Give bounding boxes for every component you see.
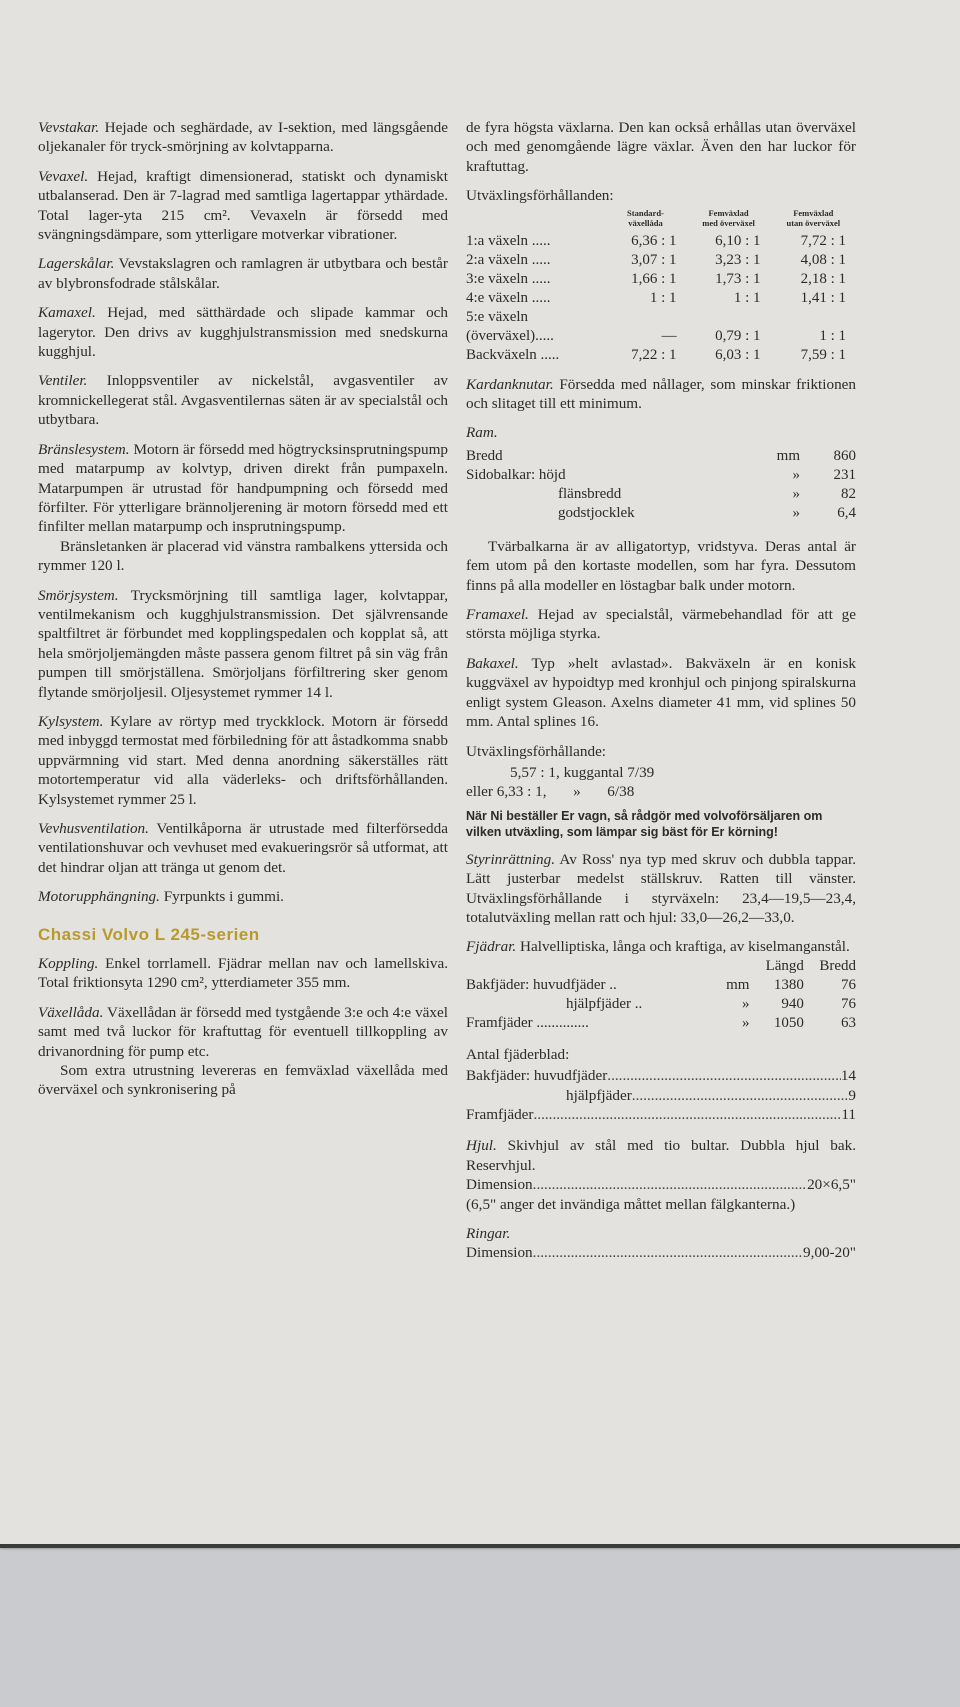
ram-table	[466, 447, 856, 523]
ratio-femvaxlad-utan: 2,18 : 1	[800, 270, 846, 287]
ram-unit: »	[792, 466, 800, 483]
ram-title: Ram.	[466, 424, 498, 442]
section-heading-chassi: Chassi Volvo L 245-serien	[38, 924, 260, 944]
para-branslesystem-2: Bränsletanken är placerad vid vänstra rambalkens yttersida och rymmer 120 l.	[38, 537, 448, 575]
para-tvarbalk: Tvärbalkarna är av alligatortyp, vridstyva. Deras antal är fem utom på den kortaste modellen, som har fyra. Dessutom finns på alla modeller en löstagbar balk under motorn.	[466, 537, 856, 594]
para-text: Fyrpunkts i gummi.	[163, 888, 284, 906]
table-header-bredd: Bredd	[819, 957, 856, 974]
ratio-standard: 7,22 : 1	[631, 346, 677, 363]
fjader-label: Framfjäder ..............	[466, 1014, 589, 1031]
antal-label: Framfjäder	[466, 1105, 534, 1123]
gear-label: 4:e växeln .....	[466, 289, 551, 306]
table-row	[466, 504, 856, 523]
fjader-bredd: 76	[841, 976, 856, 993]
keyword: Kardanknutar.	[466, 375, 554, 393]
ram-value: 6,4	[837, 504, 856, 521]
ratio-standard: —	[661, 327, 677, 344]
leader-dots	[632, 1086, 849, 1105]
ram-label: godstjocklek	[558, 504, 635, 521]
para-text: Ventilkåporna är utrustade med filterförsedda ventilationshuvar och vevhuset med evakueringsrör så utformat, att det hindrar oljan att tränga ut genom det.	[38, 820, 448, 876]
table-header-empty	[716, 957, 749, 976]
table-row	[466, 346, 856, 365]
ratio-femvaxlad-med: 1 : 1	[733, 289, 761, 306]
gear-label: 5:e växeln	[466, 308, 529, 325]
fjader-unit: »	[741, 1014, 750, 1031]
utv-line-2: eller 6,33 : 1, » 6/38	[466, 783, 635, 801]
ram-label: Bredd	[466, 447, 503, 464]
dimension-value: 20×6,5"	[807, 1176, 856, 1194]
ratio-femvaxlad-med: 3,23 : 1	[715, 251, 761, 268]
table-header-empty	[466, 957, 716, 976]
para-smorjsystem	[38, 586, 448, 702]
utv-title: Utväxlingsförhållande:	[466, 742, 607, 760]
ram-value: 860	[833, 447, 856, 464]
keyword: Bakaxel.	[466, 654, 519, 672]
table-row	[466, 447, 856, 466]
ratio-femvaxlad-med: 0,79 : 1	[715, 327, 761, 344]
table-row	[466, 232, 856, 251]
antal-label: hjälpfjäder	[566, 1086, 632, 1104]
right-column	[466, 118, 856, 1263]
antal-value: 11	[841, 1105, 856, 1123]
table-header-row	[466, 208, 856, 232]
ratio-femvaxlad-med: 6,10 : 1	[715, 232, 761, 249]
fjader-bredd: 63	[841, 1014, 856, 1031]
list-item	[466, 1066, 856, 1085]
table-row	[466, 289, 856, 308]
keyword: Framaxel.	[466, 606, 529, 624]
para-branslesystem	[38, 440, 448, 537]
ram-label: flänsbredd	[558, 485, 622, 502]
utv-line-1: 5,57 : 1, kuggantal 7/39	[510, 763, 655, 781]
dimension-value: 9,00-20"	[802, 1244, 856, 1262]
left-column	[38, 118, 448, 1110]
antal-value: 14	[840, 1067, 856, 1085]
table-row	[466, 251, 856, 270]
para-text: Hejad, med sätthärdade och slipade kammar och lagerytor. Den drivs av kugghjulstransmission med snedskurna kugghjul.	[38, 304, 449, 361]
para-styrinrattning	[466, 850, 856, 928]
ram-value: 82	[841, 485, 856, 502]
para-text: Halvelliptiska, långa och kraftiga, av kiselmanganstål.	[520, 938, 850, 956]
fjader-table	[466, 957, 856, 1033]
table-header-langd: Längd	[765, 957, 804, 974]
ram-unit: »	[792, 504, 800, 521]
para-text: Försedda med nållager, som minskar friktionen och slitaget till ett minimum.	[466, 375, 856, 413]
fjader-bredd: 76	[841, 995, 856, 1012]
keyword: Växellåda.	[38, 1003, 104, 1021]
leader-dots	[533, 1105, 841, 1124]
ram-value: 231	[833, 466, 856, 483]
keyword: Hjul.	[466, 1137, 497, 1155]
para-text: Kylare av rörtyp med tryckklock. Motorn är försedd med inbyggd termostat med förbiledning för att åstadkomma snabb uppvärmning vid start. Med denna anordning säkerställes rätt motortemperatur vid alla väderleks- och driftsförhållanden. Kylsystemet rymmer 25 l.	[38, 712, 449, 808]
list-item	[466, 1086, 856, 1105]
leader-dots	[533, 1243, 803, 1262]
para-text: Vevstakslagren och ramlagren är utbytbara och består av blybronsfodrade stålskålar.	[38, 255, 448, 292]
para-ventiler	[38, 371, 448, 429]
keyword: Kylsystem.	[38, 712, 104, 730]
hjul-dimension-row	[466, 1175, 856, 1194]
table-row	[466, 995, 856, 1014]
fjader-label: Bakfjäder: huvudfjäder ..	[466, 976, 617, 993]
ratio-standard: 6,36 : 1	[631, 232, 677, 249]
para-text: Inloppsventiler av nickelstål, avgasventiler av kromnickellegerat stål. Avgasventilernas säten är av specialstål och utbytbara.	[38, 372, 448, 429]
para-hjul	[466, 1136, 856, 1175]
gear-label: 1:a växeln .....	[466, 232, 551, 249]
ratio-femvaxlad-utan: 4,08 : 1	[800, 251, 846, 268]
fjader-langd: 1050	[773, 1014, 804, 1031]
keyword: Vevhusventilation.	[38, 820, 149, 837]
keyword: Kamaxel.	[38, 304, 96, 322]
fjader-langd: 1380	[773, 976, 804, 993]
page-bottom-edge	[0, 1544, 960, 1548]
para-text: Typ »helt avlastad». Bakväxeln är en konisk kuggväxel av hypoidtyp med kronhjul och pinjong spiralskurna enligt system Gleason. Axelns diameter 41 mm, vid splines 50 mm. Antal splines 16.	[466, 654, 856, 731]
para-fjadrar	[466, 937, 856, 956]
para-kylsystem	[38, 712, 448, 809]
ram-label: Sidobalkar: höjd	[466, 466, 566, 483]
fjader-langd: 940	[781, 995, 804, 1012]
para-vaxellada-2: Som extra utrustning levereras en femväxlad växellåda med överväxel och synkronisering på	[38, 1062, 448, 1099]
hjul-note: (6,5" anger det invändiga måttet mellan fälgkanterna.)	[466, 1195, 796, 1213]
keyword: Fjädrar.	[466, 938, 517, 956]
ram-unit: »	[792, 485, 800, 502]
ratio-standard: 1 : 1	[649, 289, 677, 306]
antal-title: Antal fjäderblad:	[466, 1045, 570, 1063]
para-text: Hejade och seghärdade, av I-sektion, med längsgående oljekanaler för tryck-smörjning av kolvtapparna.	[38, 119, 448, 156]
ratio-standard: 3,07 : 1	[631, 251, 677, 268]
para-text: Hejad, kraftigt dimensionerad, statiskt och dynamiskt utbalanserad. Den är 7-lagrad med samtliga lagertappar ythärdade. Total lager-yta 215 cm². Vevaxeln är försedd med svängningsdämpare, som ytterligare motverkar vibrationer.	[38, 167, 448, 244]
ratio-standard	[604, 308, 686, 327]
ratio-femvaxlad-med	[687, 308, 771, 327]
keyword: Koppling.	[38, 955, 99, 973]
keyword: Vevaxel.	[38, 167, 89, 185]
ratio-title: Utväxlingsförhållanden:	[466, 187, 614, 205]
para-bakaxel	[466, 654, 856, 732]
para-framaxel	[466, 605, 856, 644]
para-text: Enkel torrlamell. Fjädrar mellan nav och lamellskiva. Total friktionsyta 1290 cm², ytterdiameter 355 mm.	[38, 955, 448, 992]
para-motorupphangning	[38, 887, 448, 906]
para-text: Skivhjul av stål med tio bultar. Dubbla hjul bak. Reservhjul.	[466, 1137, 856, 1174]
gear-label: 3:e växeln .....	[466, 270, 551, 287]
para-text: Av Ross' nya typ med skruv och dubbla tappar. Lätt justerbar medelst ställskruv. Ratten till vänster. Utväxlingsförhållande i styrväxeln: 23,4—19,5—23,4, totalutväxling mellan ratt och hjul: 33,0—26,2—33,0.	[466, 850, 856, 926]
leader-dots	[607, 1066, 841, 1085]
fjader-unit: mm	[726, 976, 750, 993]
table-row	[466, 1014, 856, 1033]
keyword: Bränslesystem.	[38, 440, 130, 458]
fjader-label: hjälpfjäder ..	[566, 995, 643, 1012]
gear-label: (överväxel).....	[466, 327, 554, 344]
para-lagerskalar	[38, 254, 448, 293]
table-header-standard: Standard- växellåda	[627, 207, 664, 228]
dimension-label: Dimension	[466, 1244, 533, 1262]
para-vaxellada	[38, 1003, 448, 1061]
table-row	[466, 466, 856, 485]
keyword: Styrinrättning.	[466, 850, 556, 868]
table-row	[466, 308, 856, 327]
para-koppling	[38, 954, 448, 993]
keyword: Vevstakar.	[38, 119, 100, 136]
ratio-femvaxlad-med: 6,03 : 1	[715, 346, 761, 363]
table-header-femvaxlad-med: Femväxlad med överväxel	[702, 207, 755, 228]
ratio-femvaxlad-utan: 1,41 : 1	[800, 289, 846, 306]
gear-ratio-table	[466, 208, 856, 365]
ratio-femvaxlad-utan: 1 : 1	[819, 327, 846, 344]
table-header-row	[466, 957, 856, 976]
ratio-standard: 1,66 : 1	[631, 270, 677, 287]
dimension-label: Dimension	[466, 1176, 533, 1194]
keyword: Smörjsystem.	[38, 586, 119, 604]
antal-label: Bakfjäder: huvudfjäder	[466, 1067, 608, 1085]
ram-unit: mm	[776, 447, 800, 464]
keyword: Ventiler.	[38, 372, 88, 390]
para-kardanknutar	[466, 375, 856, 414]
list-item	[466, 1105, 856, 1124]
keyword: Motorupphängning.	[38, 888, 160, 906]
para-text: Trycksmörjning till samtliga lager, kolvtappar, ventilmekanism och kugghjulstransmission. Det självrensande spaltfiltret är förbundet med kopplingspedalen och kopplat så, att hela smörjoljemängden måste passera genom filtret på sin väg från pumpen till smörjställena. Smörjoljans förfiltrering sker genom flytande smörjoljesil. Oljesystemet rymmer 14 l.	[38, 586, 448, 701]
keyword: Lagerskålar.	[38, 255, 115, 273]
antal-value: 9	[848, 1086, 856, 1104]
para-vevhusventilation	[38, 819, 448, 877]
antal-list	[466, 1066, 856, 1124]
table-row	[466, 327, 856, 346]
ratio-femvaxlad-utan	[771, 308, 856, 327]
ratio-femvaxlad-utan: 7,72 : 1	[800, 232, 846, 249]
para-kamaxel	[38, 303, 448, 361]
table-row	[466, 270, 856, 289]
para-vevaxel	[38, 167, 448, 245]
gear-label: Backväxeln .....	[466, 346, 560, 363]
table-header-empty	[466, 208, 604, 232]
para-intro: de fyra högsta växlarna. Den kan också erhållas utan överväxel och med genomgående lägre växlar. Även den har luckor för kraftuttag.	[466, 119, 856, 175]
fjader-unit: »	[741, 995, 750, 1012]
table-row	[466, 976, 856, 995]
table-header-femvaxlad-utan: Femväxlad utan överväxel	[786, 207, 841, 228]
para-text: Hejad av specialstål, värmebehandlad för att ge största möjliga styrka.	[466, 606, 857, 643]
table-row	[466, 485, 856, 504]
gear-label: 2:a växeln .....	[466, 251, 551, 268]
ringar-dimension-row	[466, 1243, 856, 1262]
advice-note: När Ni beställer Er vagn, så rådgör med volvoförsäljaren om vilken utväxling, som lämpar sig bäst för Er körning!	[466, 808, 823, 839]
para-vevstakar	[38, 118, 448, 157]
para-text: Motorn är försedd med högtrycksinsprutningspump med matarpump av kolvtyp, driven direkt från pumpaxeln. Matarpumpen är utrustad för handpumpning och försedd med förfilter. För ytterligare brännoljerening är motorn försedd med ett finfilter mellan matarpump och insprutningspump.	[38, 440, 449, 536]
para-text: Växellådan är försedd med tystgående 3:e och 4:e växel samt med två luckor för kraftuttag för eventuell tillkoppling av drivanordning för pump etc.	[38, 1003, 448, 1060]
ringar-title: Ringar.	[466, 1225, 511, 1242]
ratio-femvaxlad-utan: 7,59 : 1	[800, 346, 846, 363]
leader-dots	[533, 1175, 807, 1194]
ratio-femvaxlad-med: 1,73 : 1	[715, 270, 761, 287]
